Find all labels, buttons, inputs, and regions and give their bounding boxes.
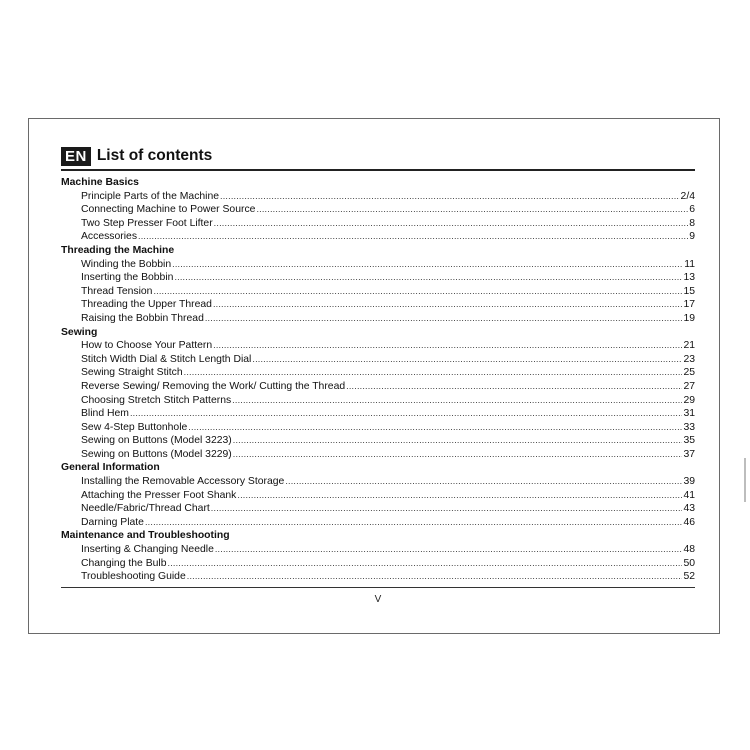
footer-divider: [61, 587, 695, 589]
dot-leader: [188, 421, 682, 435]
toc-entry-label: Connecting Machine to Power Source: [81, 204, 256, 216]
toc-entry-page: 43: [683, 503, 695, 515]
toc-entry: [61, 516, 695, 530]
toc-entry: [61, 271, 695, 285]
toc-entry-label: Attaching the Presser Foot Shank: [81, 489, 237, 501]
toc-entry-page: 25: [683, 367, 695, 379]
toc-entry-label: Winding the Bobbin: [81, 258, 172, 270]
toc-entry-label: Troubleshooting Guide: [81, 571, 186, 583]
toc-entry-label: Sewing on Buttons (Model 3229): [81, 448, 232, 460]
toc-entry-label: Two Step Presser Foot Lifter: [81, 217, 213, 229]
toc-entry-label: Needle/Fabric/Thread Chart: [81, 503, 210, 515]
section-heading: General Information: [61, 462, 160, 474]
toc-entry: [61, 285, 695, 299]
toc-entry: [61, 475, 695, 489]
dot-leader: [172, 258, 683, 272]
toc-entry-page: 52: [683, 571, 695, 583]
toc-entry-page: 35: [683, 435, 695, 447]
toc-entry-page: 29: [683, 394, 695, 406]
section-heading: Maintenance and Troubleshooting: [61, 530, 230, 542]
dot-leader: [232, 394, 682, 408]
toc-entry-label: Choosing Stretch Stitch Patterns: [81, 394, 232, 406]
toc-entry: [61, 380, 695, 394]
toc-entry: [61, 298, 695, 312]
table-of-contents: [61, 176, 695, 584]
toc-entry-page: 27: [683, 380, 695, 392]
dot-leader: [256, 203, 688, 217]
toc-entry-label: Threading the Upper Thread: [81, 299, 212, 311]
toc-entry: [61, 366, 695, 380]
title-row: [61, 146, 695, 166]
toc-entry: [61, 434, 695, 448]
toc-entry-page: 37: [683, 448, 695, 460]
toc-entry-label: Accessories: [81, 231, 138, 243]
edge-mark: [744, 458, 746, 502]
page-number: V: [374, 594, 382, 606]
toc-entry-label: Changing the Bulb: [81, 557, 167, 569]
toc-entry: [61, 489, 695, 503]
toc-entry-label: Raising the Bobbin Thread: [81, 312, 204, 324]
section-heading: Machine Basics: [61, 177, 139, 188]
toc-entry-page: 46: [683, 516, 695, 528]
toc-entry-label: Inserting the Bobbin: [81, 272, 174, 284]
toc-entry-label: Darning Plate: [81, 516, 144, 528]
toc-entry-page: 9: [689, 231, 695, 243]
toc-entry-label: Installing the Removable Accessory Storage: [81, 476, 285, 488]
toc-entry-label: Blind Hem: [81, 408, 129, 420]
dot-leader: [285, 475, 682, 489]
toc-entry-label: Inserting & Changing Needle: [81, 544, 214, 556]
dot-leader: [220, 190, 680, 204]
dot-leader: [214, 217, 689, 231]
toc-entry-page: 50: [683, 557, 695, 569]
toc-entry: [61, 407, 695, 421]
page-content: [61, 146, 695, 605]
toc-entry-page: 17: [683, 299, 695, 311]
toc-entry: [61, 421, 695, 435]
toc-entry: [61, 543, 695, 557]
toc-entry-page: 11: [684, 258, 695, 270]
toc-entry-page: 21: [683, 340, 695, 352]
toc-entry: [61, 230, 695, 244]
toc-entry: [61, 448, 695, 462]
toc-entry-page: 6: [689, 204, 695, 216]
dot-leader: [174, 271, 682, 285]
toc-entry: [61, 258, 695, 272]
dot-leader: [215, 543, 683, 557]
toc-entry: [61, 203, 695, 217]
dot-leader: [233, 434, 683, 448]
toc-entry: [61, 394, 695, 408]
toc-entry-label: Sew 4-Step Buttonhole: [81, 421, 188, 433]
dot-leader: [233, 448, 683, 462]
toc-entry-label: Sewing on Buttons (Model 3223): [81, 435, 232, 447]
toc-entry-page: 23: [683, 353, 695, 365]
dot-leader: [213, 339, 682, 353]
dot-leader: [184, 366, 683, 380]
toc-entry-page: 31: [683, 408, 695, 420]
toc-entry: [61, 557, 695, 571]
document-page: [28, 118, 720, 634]
toc-entry-page: 15: [683, 285, 695, 297]
dot-leader: [168, 557, 683, 571]
toc-entry: [61, 570, 695, 584]
toc-entry: [61, 339, 695, 353]
toc-entry-label: Principle Parts of the Machine: [81, 190, 220, 202]
toc-entry-label: Sewing Straight Stitch: [81, 367, 183, 379]
title-divider: [61, 169, 695, 171]
toc-entry: [61, 353, 695, 367]
dot-leader: [205, 312, 683, 326]
toc-entry-page: 39: [683, 476, 695, 488]
toc-entry-page: 41: [683, 489, 695, 501]
dot-leader: [145, 516, 682, 530]
dot-leader: [213, 298, 683, 312]
dot-leader: [153, 285, 682, 299]
dot-leader: [346, 380, 682, 394]
toc-entry: [61, 190, 695, 204]
toc-entry-page: 2/4: [680, 190, 695, 202]
toc-entry-page: 19: [683, 312, 695, 324]
toc-entry-label: Thread Tension: [81, 285, 153, 297]
dot-leader: [252, 353, 682, 367]
language-badge: EN: [61, 147, 91, 166]
toc-entry: [61, 502, 695, 516]
page-title: List of contents: [96, 147, 213, 164]
toc-entry-page: 33: [683, 421, 695, 433]
section-heading: Sewing: [61, 326, 98, 338]
dot-leader: [237, 489, 682, 503]
dot-leader: [211, 502, 683, 516]
toc-entry-label: Stitch Width Dial & Stitch Length Dial: [81, 353, 252, 365]
dot-leader: [130, 407, 683, 421]
toc-entry-label: How to Choose Your Pattern: [81, 340, 213, 352]
toc-entry-page: 48: [683, 544, 695, 556]
toc-entry-page: 8: [689, 217, 695, 229]
dot-leader: [138, 230, 688, 244]
dot-leader: [187, 570, 683, 584]
section-heading: Threading the Machine: [61, 244, 175, 256]
toc-entry-page: 13: [683, 272, 695, 284]
toc-entry-label: Reverse Sewing/ Removing the Work/ Cutting the Thread: [81, 380, 346, 392]
toc-entry: [61, 217, 695, 231]
toc-entry: [61, 312, 695, 326]
